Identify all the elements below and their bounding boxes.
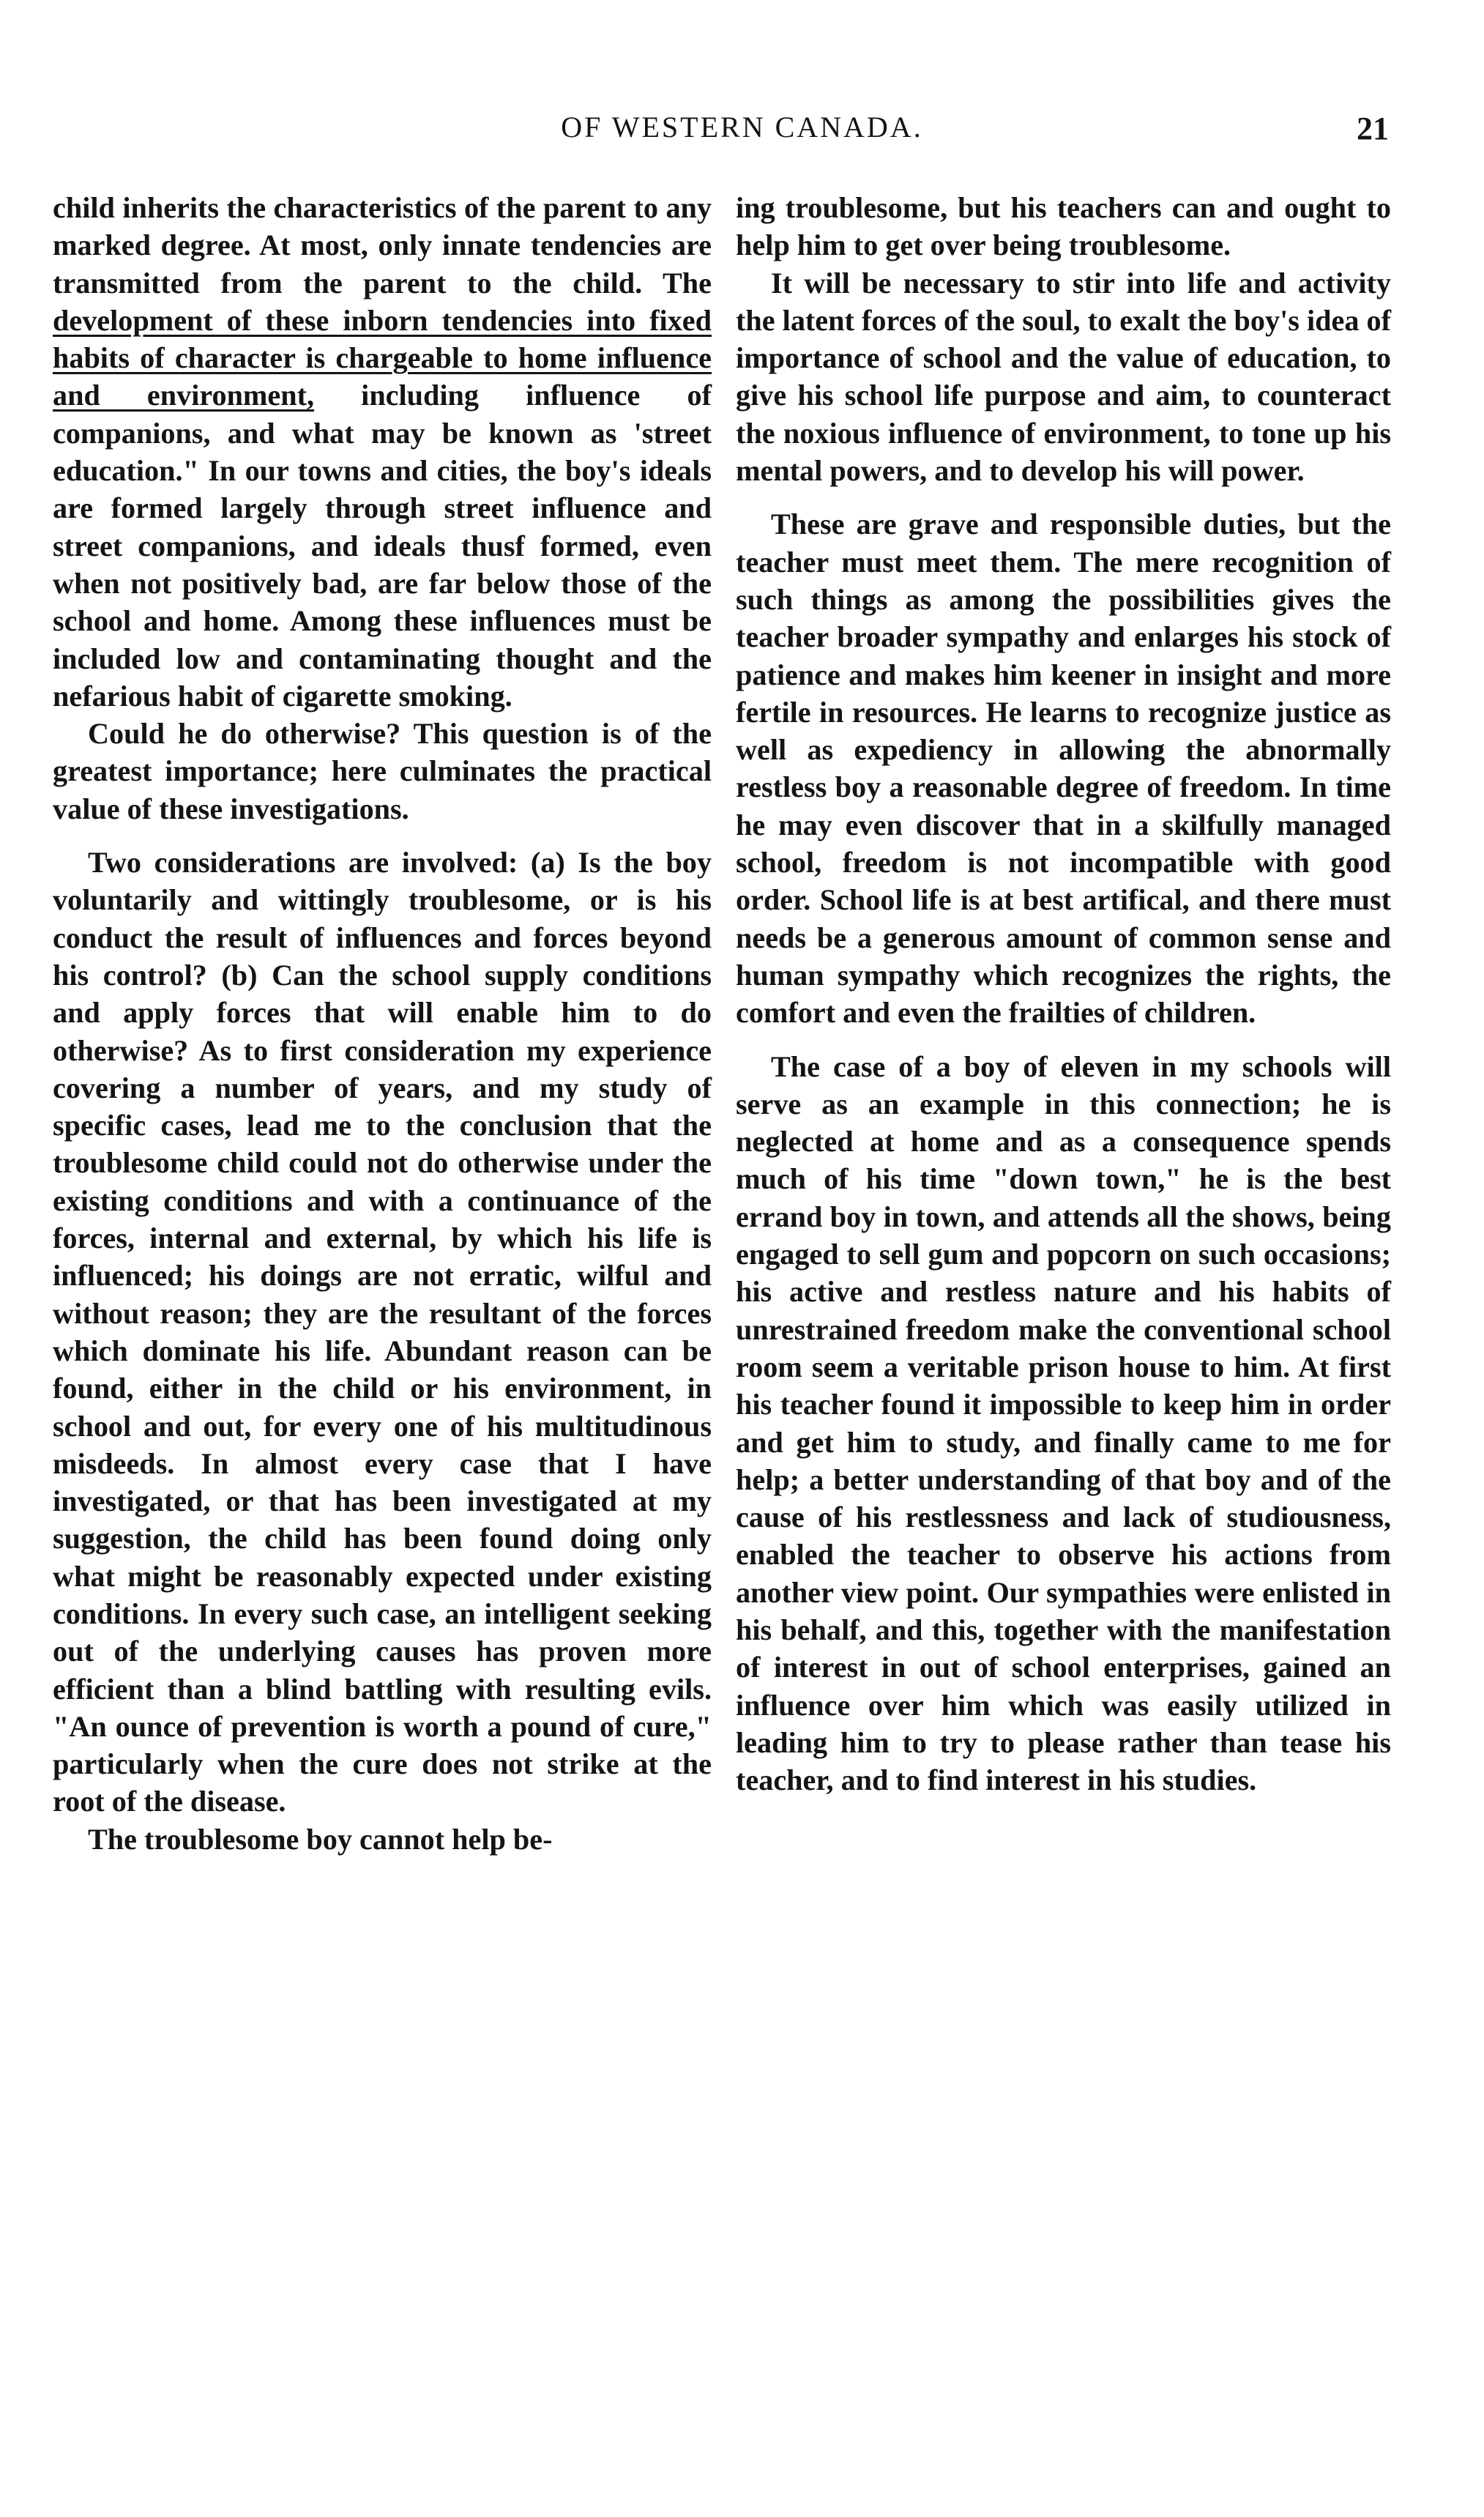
underlined-passage: development of these inborn tendencies into fixed habits of character is chargeable to home influence and environment,: [53, 303, 712, 412]
paragraph: These are grave and responsible duties, but the teacher must meet them. The mere recognition of such things as among the possibilities gives the teacher broader sympathy and enlarges his stock of patience and makes him keener in insight and more fertile in resources. He learns to recognize justice as well as expediency in allowing the abnormally restless boy a reasonable degree of freedom. In time he may even discover that in a skilfully managed school, freedom is not incompatible with good order. School life is at best artifical, and there must needs be a generous amount of common sense and human sympathy which recognizes the rights, the comfort and even the frailties of children.: [736, 508, 1391, 1030]
paragraph-text: including influence of companions, and what may be known as 'street education." In our towns and cities, the boy's ideals are formed largely through street influence and street companions, and ideals thusf formed, even when not positively bad, are far below those of the school and home. Among these influences must be included low and contaminating thought and the nefarious habit of cigarette smoking.: [53, 379, 712, 713]
paragraph: The troublesome boy cannot help be-: [88, 1822, 553, 1856]
page-number: 21: [1357, 111, 1389, 146]
paragraph: The case of a boy of eleven in my schools will serve as an example in this connection; he is neglected at home and as a consequence spends much of his time "down town," he is the best errand boy in town, and attends all the shows, being engaged to sell gum and popcorn on such occasions; his active and restless nature and his habits of unrestrained freedom make the conventional school room seem a veritable prison house to him. At first his teacher found it impossible to keep him in order and get him to study, and finally came to me for help; a better understanding of that boy and of the cause of his restlessness and lack of studiousness, enabled the teacher to observe his actions from another view point. Our sympathies were enlisted in his behalf, and this, together with the manifestation of interest in out of school enterprises, gained an influence over him which was easily utilized in leading him to try to please rather than tease his teacher, and to find interest in his studies.: [736, 1049, 1391, 1797]
running-head: [0, 110, 1484, 154]
paragraph: It will be necessary to stir into life and activity the latent forces of the soul, to exalt the boy's idea of importance of school and the value of education, to give his school life purpose and aim, to counteract the noxious influence of environment, to tone up his mental powers, and to develop his will power.: [736, 266, 1391, 488]
left-column: [53, 189, 712, 1858]
paragraph: [53, 189, 712, 715]
running-title: OF WESTERN CANADA.: [561, 111, 923, 144]
paragraph: ing troublesome, but his teachers can and ought to help him to get over being troublesome.: [736, 191, 1391, 262]
paragraph-text: child inherits the characteristics of the parent to any marked degree. At most, only innate tendencies are transmitted from the parent to the child. The: [53, 191, 712, 300]
paragraph: Two considerations are involved: (a) Is the boy voluntarily and wittingly troublesome, or is his conduct the result of influences and forces beyond his control? (b) Can the school supply conditions and apply forces that will enable him to do otherwise? As to first consideration my experience covering a number of years, and my study of specific cases, lead me to the conclusion that the troublesome child could not do otherwise under the existing conditions and with a continuance of the forces, internal and external, by which his life is influenced; his doings are not erratic, wilful and without reason; they are the resultant of the forces which dominate his life. Abundant reason can be found, either in the child or his environment, in school and out, for every one of his multitudinous misdeeds. In almost every case that I have investigated, or that has been investigated at my suggestion, the child has been found doing only what might be reasonably expected under existing conditions. In every such case, an intelligent seeking out of the underlying causes has proven more efficient than a blind battling with resulting evils. "An ounce of prevention is worth a pound of cure," particularly when the cure does not strike at the root of the disease.: [53, 846, 712, 1818]
right-column: [736, 189, 1391, 1799]
paragraph: Could he do otherwise? This question is of the greatest importance; here culminates the practical value of these investigations.: [53, 717, 712, 825]
